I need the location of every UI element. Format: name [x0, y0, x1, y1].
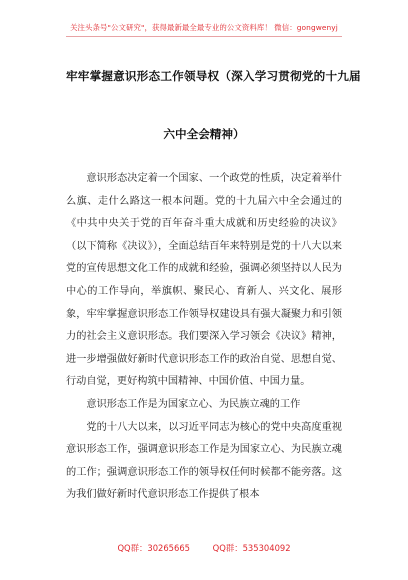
- footer-contact: [0, 542, 408, 554]
- header-divider: [66, 36, 342, 37]
- document-body: [66, 168, 342, 507]
- body-paragraph: 党的十八大以来，以习近平同志为核心的党中央高度重视意识形态工作，强调意识形态工作是为国家立心、为民族立魂的工作；强调意识形态工作的领导权任何时候都不能旁落。这为我们做好新时代意识形态工作提供了根本: [66, 421, 342, 501]
- footer-qq-group-1: QQ群：30265665: [117, 543, 190, 553]
- body-paragraph: 意识形态决定着一个国家、一个政党的性质，决定着举什么旗、走什么路这一根本问题。党的十九届六中全会通过的《中共中央关于党的百年奋斗重大成就和历史经验的决议》（以下简称《决议》），全面总结百年来特别是党的十八大以来党的宣传思想文化工作的成就和经验，强调必须坚持以人民为中心的工作导向，举旗帜、聚民心、育新人、兴文化、展形象，牢牢掌握意识形态工作领导权建设具有强大凝聚力和引领力的社会主义意识形态。我们要深入学习领会《决议》精神，进一步增强做好新时代意识形态工作的政治自觉、思想自觉、行动自觉，更好构筑中国精神、中国价值、中国力量。: [66, 173, 342, 388]
- document-title-line-2: 六中全会精神）: [163, 127, 245, 141]
- header-banner: 关注头条号"公文研究"，获得最新最全最专业的公文资料库！ 微信：gongwenyj: [70, 23, 338, 32]
- footer-qq-group-2: QQ群：535304092: [212, 543, 291, 553]
- section-heading: 意识形态工作是为国家立心、为民族立魂的工作: [86, 398, 301, 410]
- document-title-line-1: 牢牢掌握意识形态工作领导权（深入学习贯彻党的十九届: [66, 69, 361, 83]
